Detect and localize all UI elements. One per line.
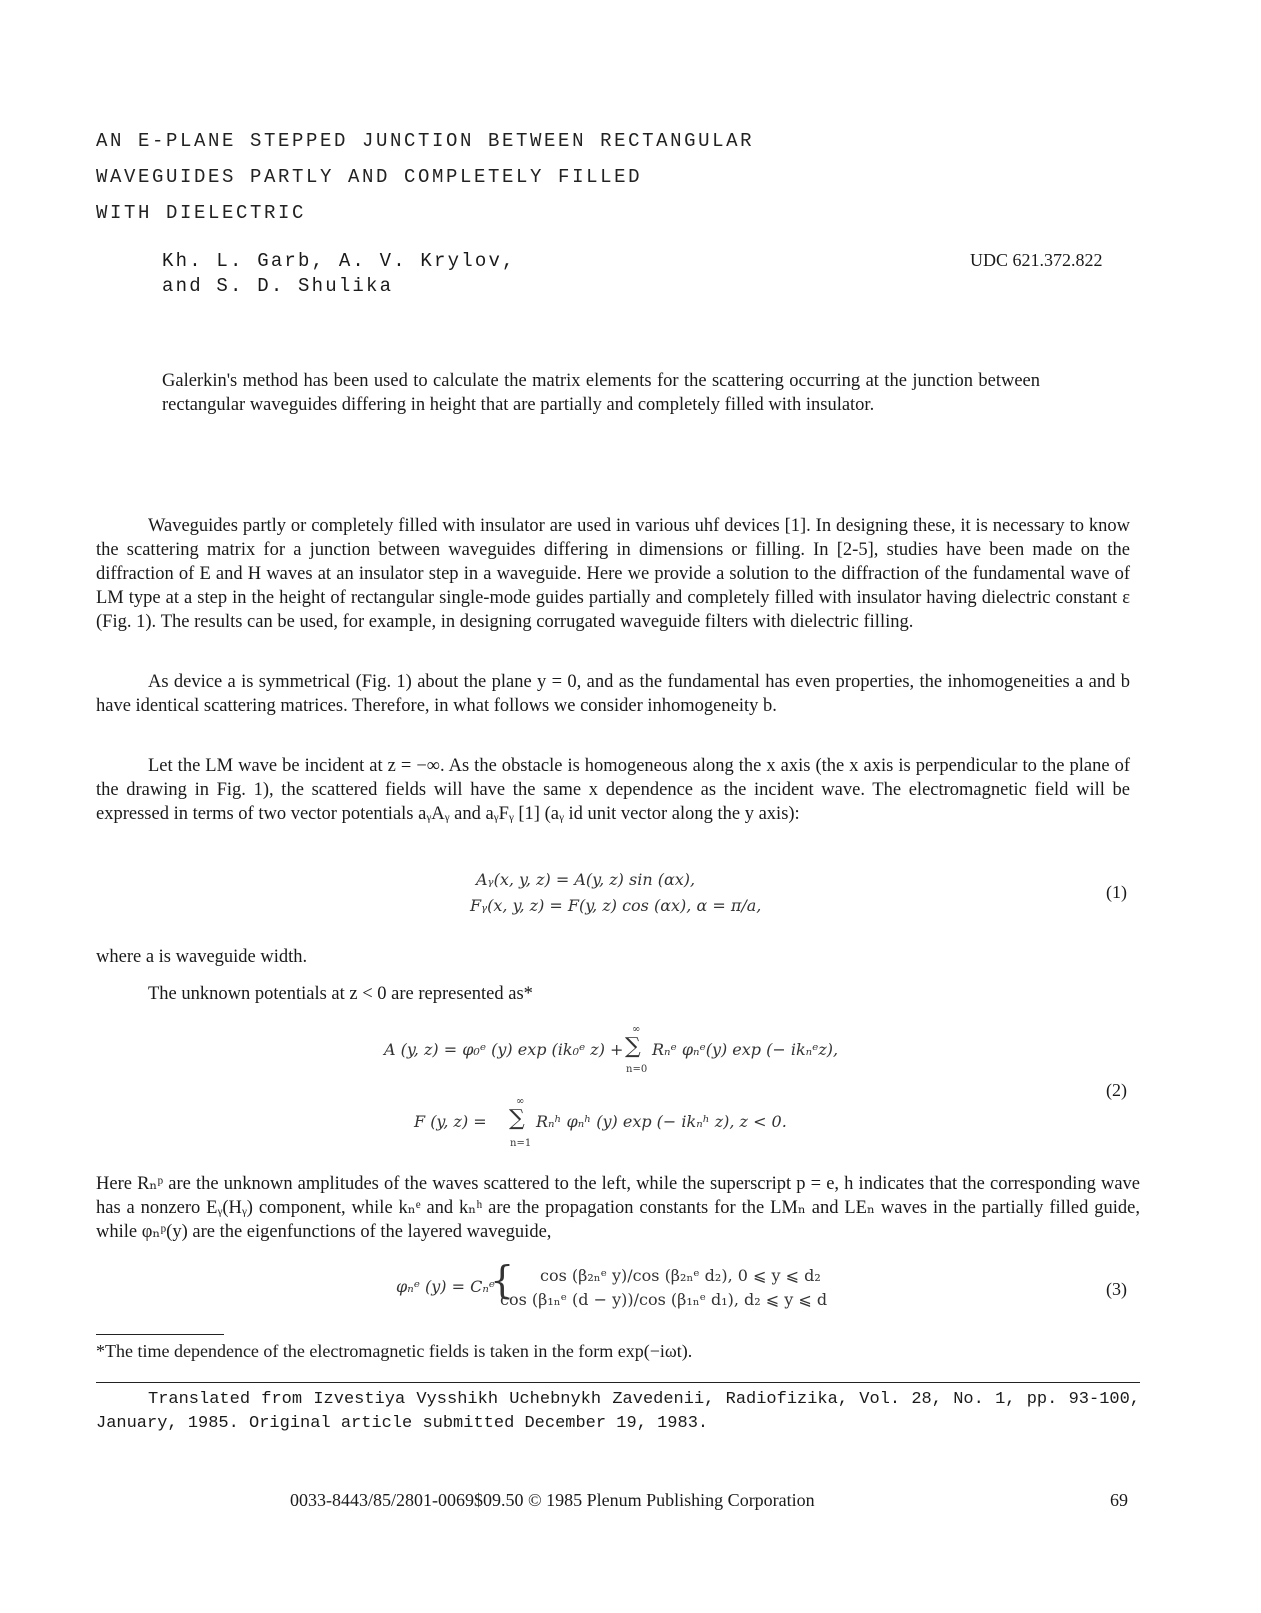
equation-3-lhs: φₙᵉ (y) = Cₙᵉ xyxy=(396,1277,495,1296)
translation-rule xyxy=(96,1382,1140,1383)
copyright-line: 0033-8443/85/2801-0069$09.50 © 1985 Plenum Publishing Corporation xyxy=(290,1490,815,1510)
equation-3-case-1: cos (β₂ₙᵉ y)/cos (β₂ₙᵉ d₂), 0 ⩽ y ⩽ d₂ xyxy=(540,1266,821,1285)
footnote: *The time dependence of the electromagnetic fields is taken in the form exp(−iωt). xyxy=(96,1341,693,1361)
paragraph-amplitudes: Here Rₙᵖ are the unknown amplitudes of the waves scattered to the left, while the superscript p = e, h indicates that the corresponding wave has a nonzero Eᵧ(Hᵧ) component, while kₙᵉ and kₙʰ are the propagation constants for the LMₙ and LEₙ waves in the partially filled guide, while φₙᵖ(y) are the eigenfunctions of the layered waveguide, xyxy=(96,1174,1140,1242)
equation-2a-rhs: Rₙᵉ φₙᵉ(y) exp (− ikₙᵉz), xyxy=(652,1040,839,1059)
page-number: 69 xyxy=(1110,1490,1128,1510)
equation-1-number: (1) xyxy=(1106,882,1127,902)
title-line-3: WITH DIELECTRIC xyxy=(96,202,307,224)
equation-1-line-1: Aᵧ(x, y, z) = A(y, z) sin (αx), xyxy=(476,870,696,889)
authors-line-2: and S. D. Shulika xyxy=(162,275,394,297)
udc-code: UDC 621.372.822 xyxy=(970,250,1103,270)
equation-2a-sum-bottom: n=0 xyxy=(626,1064,648,1075)
equation-2b-lhs: F (y, z) = xyxy=(414,1112,487,1131)
paragraph-width: where a is waveguide width. xyxy=(96,947,308,967)
abstract: Galerkin's method has been used to calculate the matrix elements for the scattering occurring at the junction between rectangular waveguides differing in height that are partially and completely filled with insulator. xyxy=(162,371,1040,415)
equation-3-brace: { xyxy=(490,1258,515,1302)
paragraph-potentials: The unknown potentials at z < 0 are represented as* xyxy=(148,984,533,1004)
equation-2a-lhs: A (y, z) = φ₀ᵉ (y) exp (ik₀ᵉ z) + xyxy=(384,1040,624,1059)
paragraph-intro: Waveguides partly or completely filled with insulator are used in various uhf devices [1]. In designing these, it is necessary to know the scattering matrix for a junction between waveguides differing in dimensions or filling. In [2-5], studies have been made on the diffraction of E and H waves at an insulator step in a waveguide. Here we provide a solution to the diffraction of the fundamental wave of LM type at a step in the height of rectangular single-mode guides partially and completely filled with insulator having dielectric constant ε (Fig. 1). The results can be used, for example, in designing corrugated waveguide filters with dielectric filling. xyxy=(96,516,1130,632)
equation-2b-sum-symbol: ∑ xyxy=(509,1106,525,1131)
equation-2a-sum-symbol: ∑ xyxy=(625,1034,641,1059)
equation-1-line-2: Fᵧ(x, y, z) = F(y, z) cos (αx), α = π/a, xyxy=(470,896,762,915)
authors-line-1: Kh. L. Garb, A. V. Krylov, xyxy=(162,250,516,272)
equation-2b-rhs: Rₙʰ φₙʰ (y) exp (− ikₙʰ z), z < 0. xyxy=(536,1112,787,1131)
title-line-2: WAVEGUIDES PARTLY AND COMPLETELY FILLED xyxy=(96,166,643,188)
paragraph-symmetry: As device a is symmetrical (Fig. 1) about the plane y = 0, and as the fundamental has even properties, the inhomogeneities a and b have identical scattering matrices. Therefore, in what follows we consider inhomogeneity b. xyxy=(96,672,1130,716)
equation-2b-sum-bottom: n=1 xyxy=(510,1138,532,1149)
translation-note: Translated from Izvestiya Vysshikh Uchebnykh Zavedenii, Radiofizika, Vol. 28, No. 1, pp. 93-100, January, 1985. Original article submitted December 19, 1983. xyxy=(96,1390,1140,1433)
paragraph-incident-wave: Let the LM wave be incident at z = −∞. As the obstacle is homogeneous along the x axis (the x axis is perpendicular to the plane of the drawing in Fig. 1), the scattered fields will have the same x dependence as the incident wave. The electromagnetic field will be expressed in terms of two vector potentials aᵧAᵧ and aᵧFᵧ [1] (aᵧ id unit vector along the y axis): xyxy=(96,756,1130,824)
footnote-rule xyxy=(96,1334,224,1335)
equation-2a-sum-top: ∞ xyxy=(632,1024,641,1035)
equation-3-case-2: cos (β₁ₙᵉ (d − y))/cos (β₁ₙᵉ d₁), d₂ ⩽ y ⩽ d xyxy=(500,1290,828,1309)
title-line-1: AN E-PLANE STEPPED JUNCTION BETWEEN RECTANGULAR xyxy=(96,130,755,152)
equation-2b-sum-top: ∞ xyxy=(516,1096,525,1107)
equation-2-number: (2) xyxy=(1106,1080,1127,1100)
equation-3-number: (3) xyxy=(1106,1279,1127,1299)
